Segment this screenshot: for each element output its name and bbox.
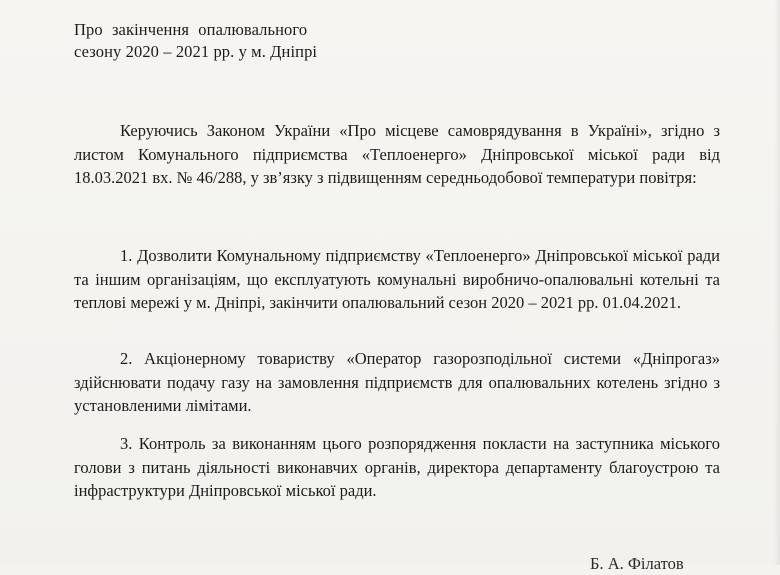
decree-item-3: 3. Контроль за виконанням цього розпорядження покласти на заступника міського голови з питань діяльності виконавчих органів, директора департаменту благоустрою та інфраструктури Дніпровської міської ради. (74, 434, 720, 500)
decree-item-2: 2. Акціонерному товариству «Оператор газорозподільної системи «Дніпрогаз» здійснювати подачу газу на замовлення підприємств для опалювальних котелень згідно з установленими лімітами. (74, 349, 720, 415)
signature-name: Б. А. Філатов (590, 554, 684, 573)
decree-item-1: 1. Дозволити Комунальному підприємству «Теплоенерго» Дніпровської міської ради та іншим організаціям, що експлуатують комунальні виробничо-опалювальні котельні та теплові мережі у м. Дніпрі, закінчити опалювальний сезон 2020 – 2021 рр. 01.04.2021. (74, 246, 720, 312)
intro-paragraph: Керуючись Законом України «Про місцеве самоврядування в Україні», згідно з листом Комунального підприємства «Теплоенерго» Дніпровської міської ради від 18.03.2021 вх. № 46/288, у зв’язку з підвищенням середньодобової температури повітря: (74, 121, 720, 187)
scan-edge-shadow (774, 0, 780, 565)
document-title (74, 19, 394, 62)
document-title-line-1: Про закінчення опалювального (74, 20, 308, 39)
document-title-line-2: сезону 2020 – 2021 рр. у м. Дніпрі (74, 41, 318, 61)
